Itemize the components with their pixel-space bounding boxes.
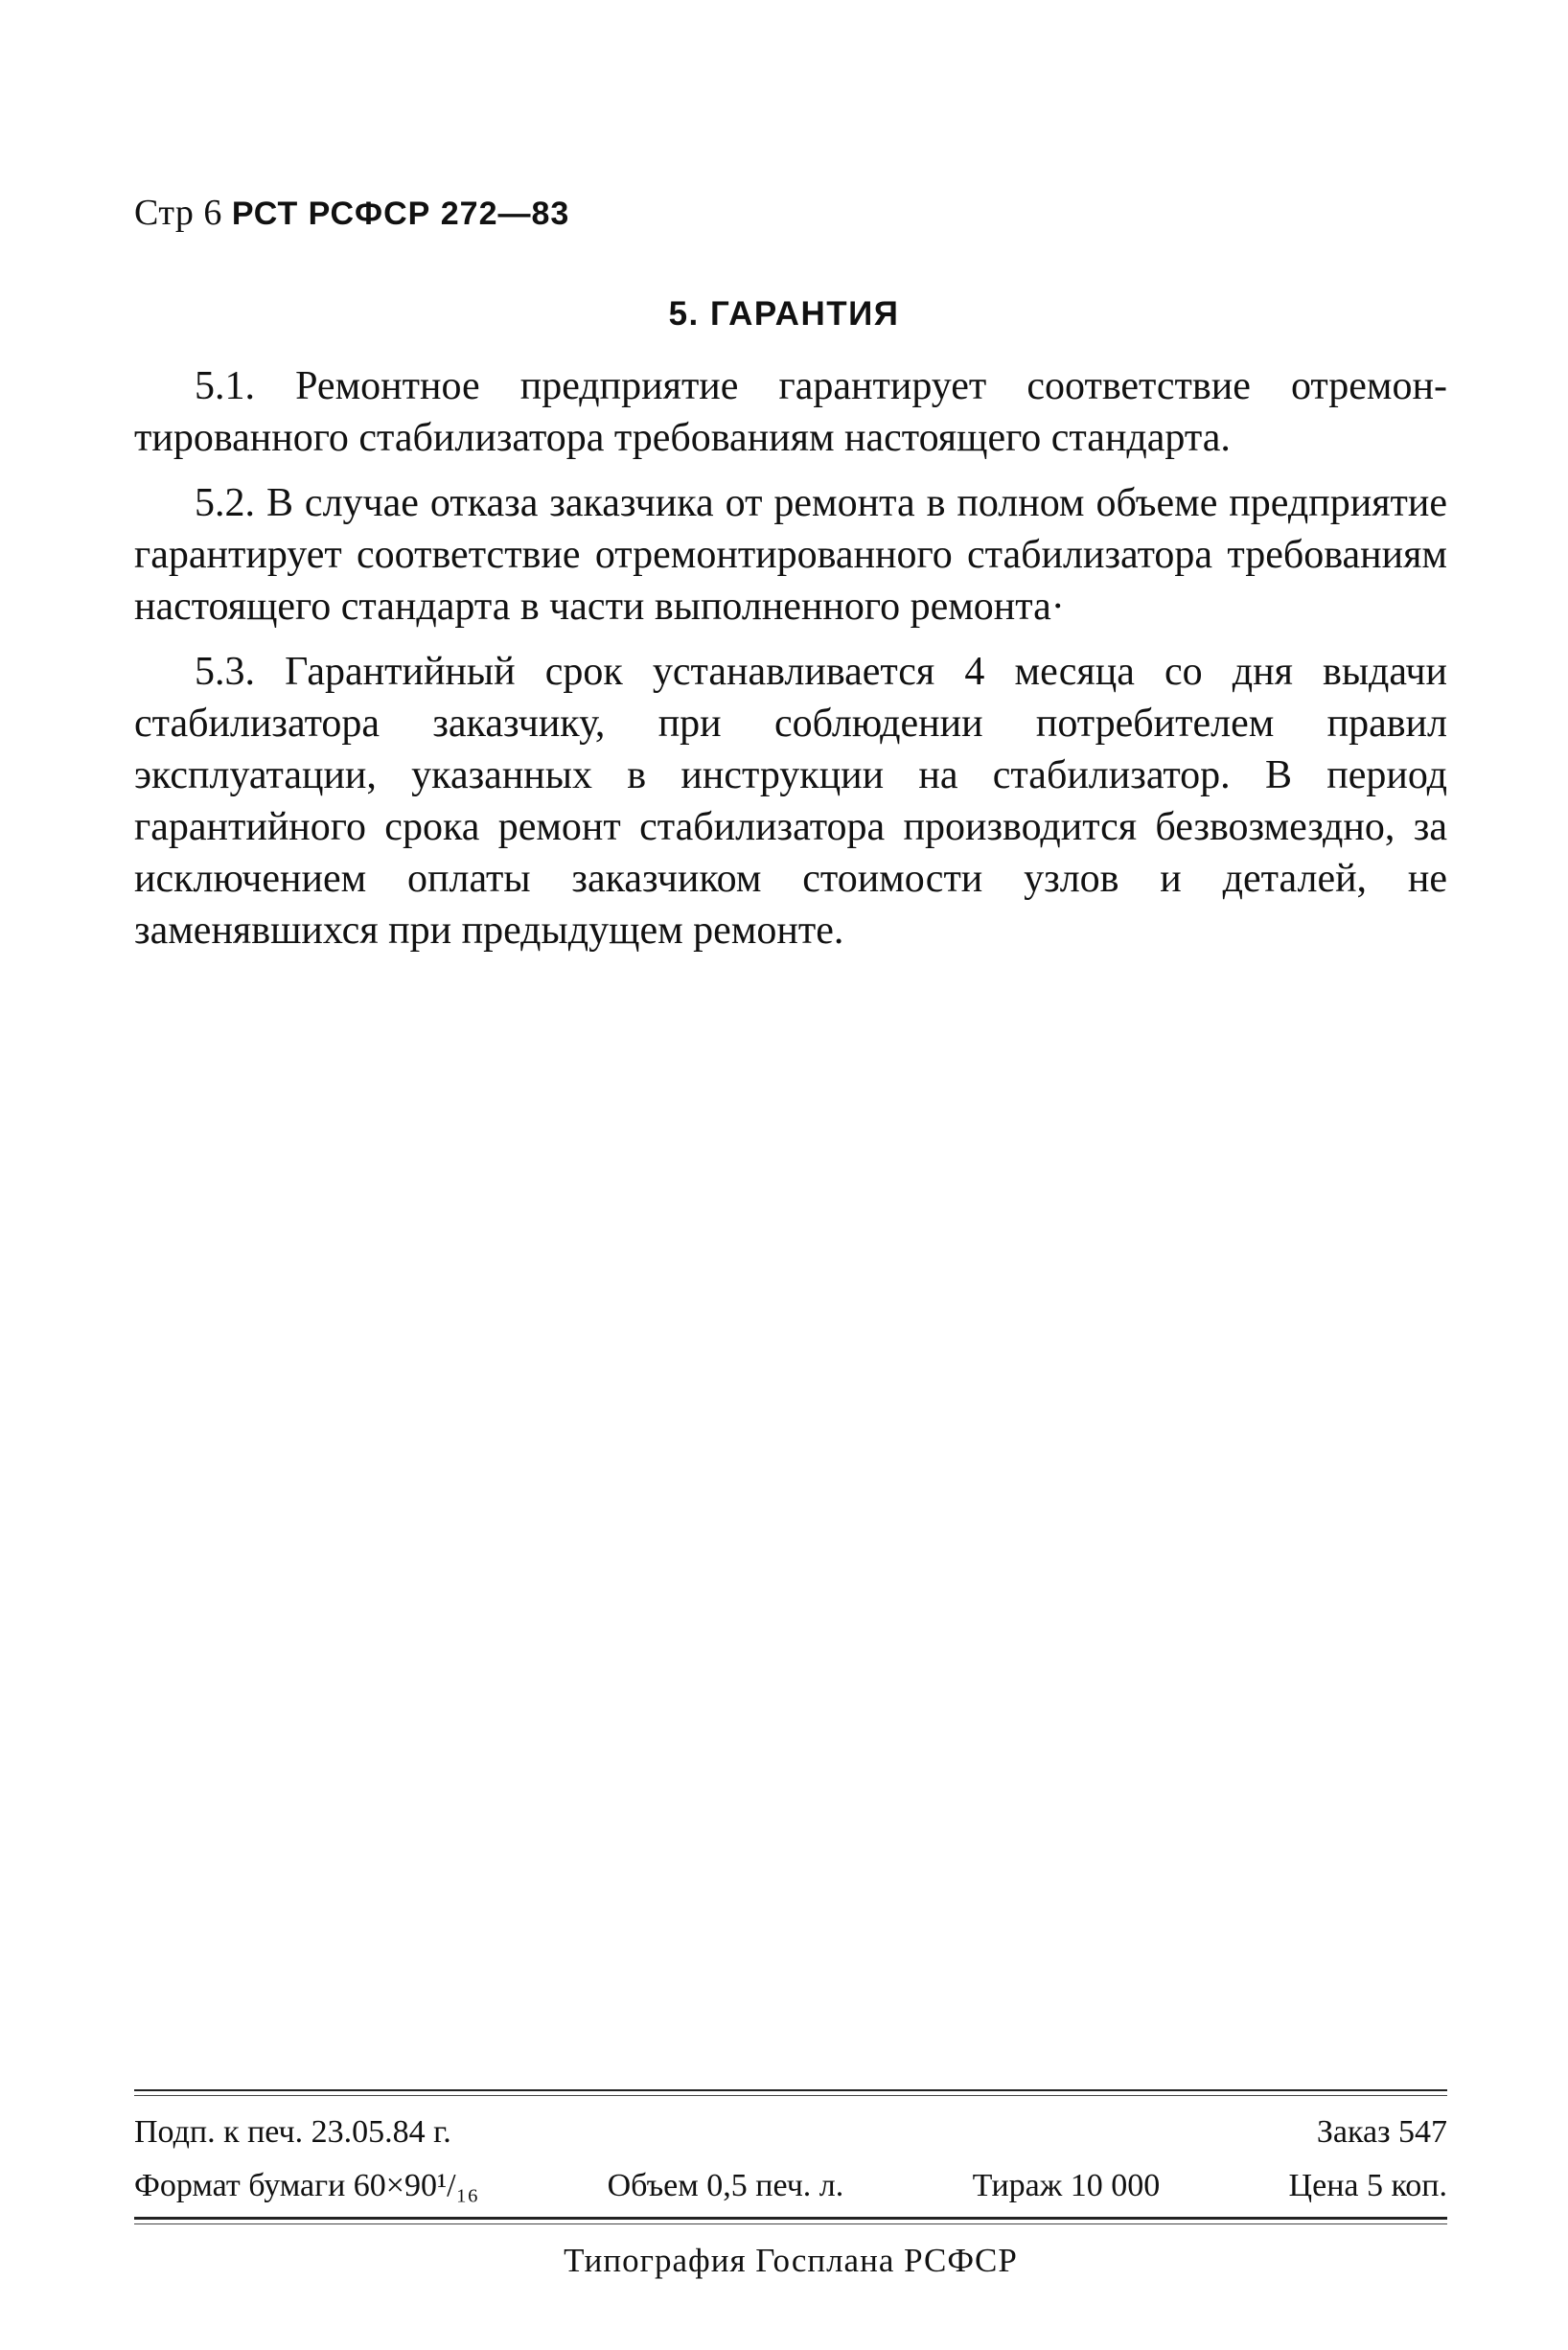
printing-house: Типография Госплана РСФСР: [564, 2242, 1018, 2279]
order-number: Заказ 547: [1316, 2114, 1447, 2150]
footer-rule-bottom-thin: [134, 2223, 1447, 2224]
imprint-row-1: [134, 2106, 1447, 2159]
print-volume: Объем 0,5 печ. л.: [607, 2168, 844, 2203]
paper-format: Формат бумаги 60×90¹/₁₆: [134, 2168, 479, 2203]
paragraph-5-3: 5.3. Гарантийный срок устанавливается 4 месяца со дня выдачи стабилизатора заказчику, при соблюдении потребителем правил эксплуатации, указанных в инструкции на стабилизатор. В период гарантийного срока ремонт стабилизатора производится безвозмездно, за исключением оплаты заказчиком стоимости узлов и деталей, не заменявшихся при предыдущем ремонте.: [134, 650, 1447, 953]
running-header: [134, 192, 569, 234]
footer-rule-top: [134, 2089, 1447, 2091]
imprint-row-2: [134, 2159, 1447, 2213]
signed-to-print: Подп. к печ. 23.05.84 г.: [134, 2114, 451, 2150]
footer-rule-bottom: [134, 2217, 1447, 2220]
section-title: 5. ГАРАНТИЯ: [668, 295, 900, 333]
price: Цена 5 коп.: [1288, 2168, 1447, 2203]
print-run: Тираж 10 000: [972, 2168, 1161, 2203]
paragraph-5-1: 5.1. Ремонтное предприятие гарантирует соответствие отремонтированного стабилизатора требованиям настоящего стандарта.: [134, 364, 1447, 460]
footer-rule-top-thin: [134, 2095, 1447, 2096]
standard-number: РСТ РСФСР 272—83: [231, 196, 570, 232]
paragraph-5-2: 5.2. В случае отказа заказчика от ремонта в полном объеме предприятие гарантирует соответствие отремонтированного стабилизатора требованиям настоящего стандарта в части выполненного ремонта·: [134, 481, 1447, 629]
page-number-label: Стр 6: [134, 193, 222, 233]
imprint-footer: [134, 2089, 1447, 2280]
section-body: [134, 360, 1447, 970]
